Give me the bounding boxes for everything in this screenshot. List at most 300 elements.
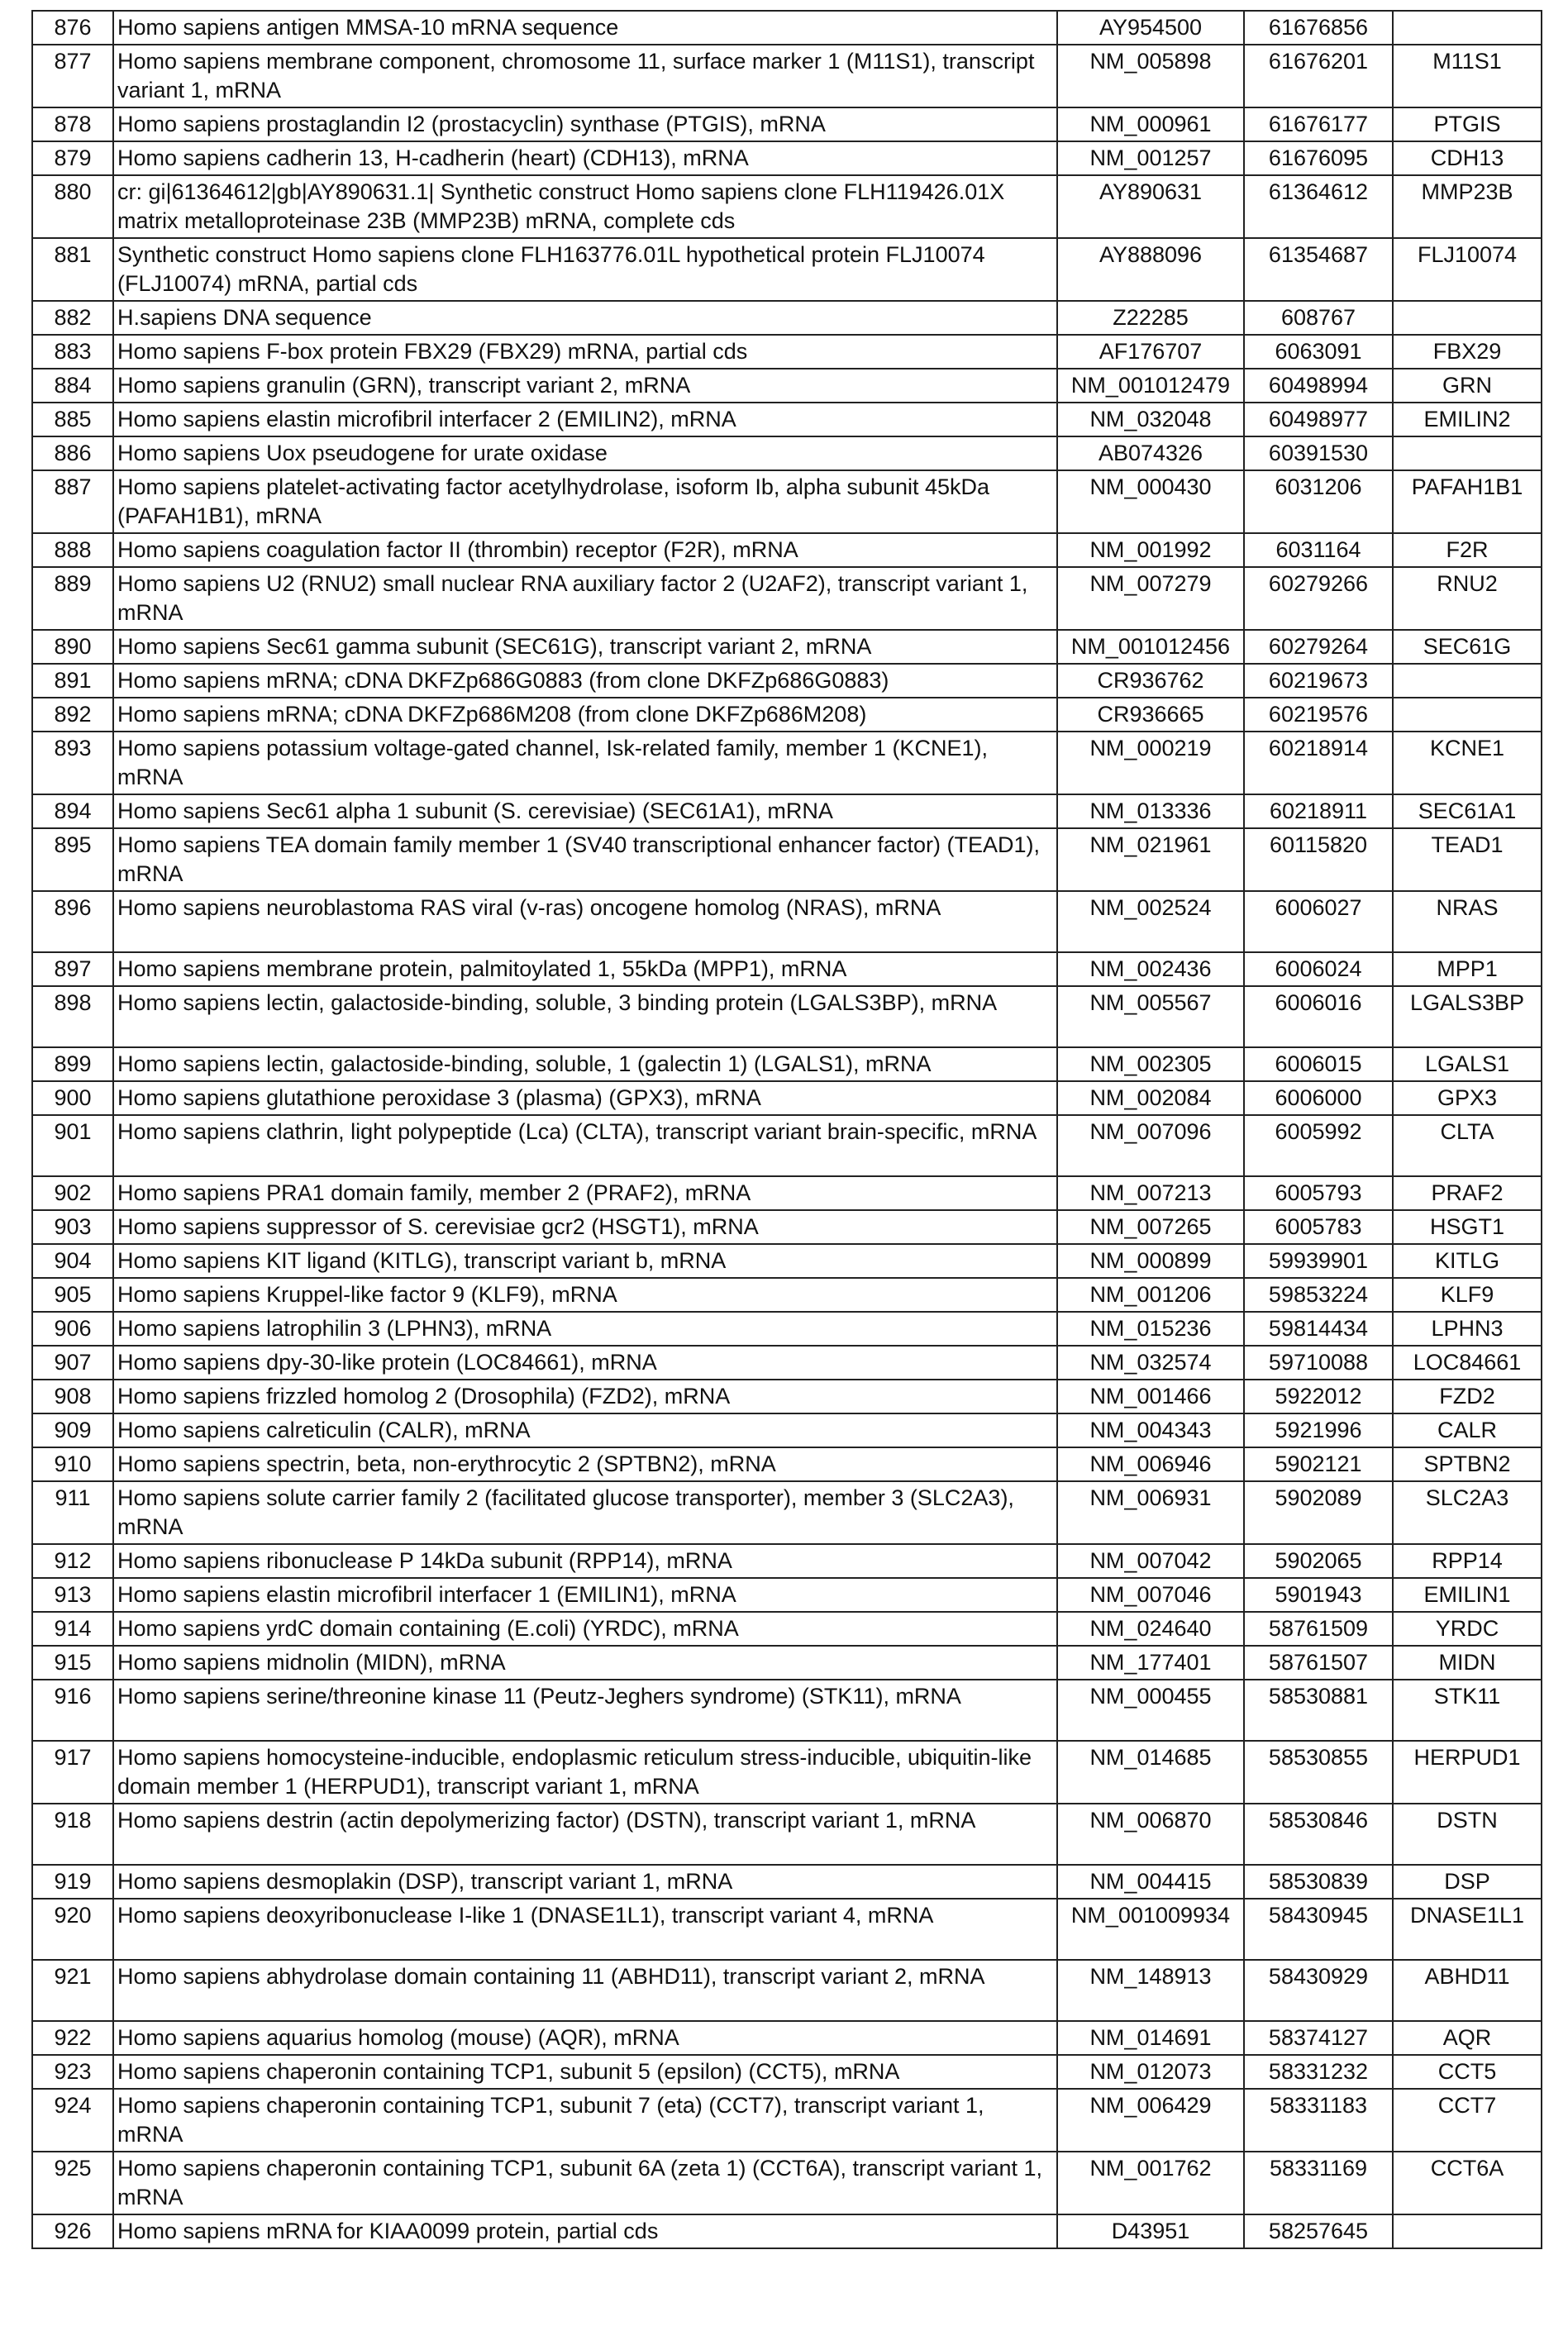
gene-symbol-cell: LGALS1: [1393, 1047, 1542, 1081]
accession-number-cell: NM_012073: [1057, 2055, 1244, 2089]
row-number-cell: 890: [32, 630, 113, 664]
gene-symbol-cell: CCT7: [1393, 2089, 1542, 2152]
gene-description-cell: Homo sapiens neuroblastoma RAS viral (v-ras) oncogene homolog (NRAS), mRNA: [113, 891, 1057, 952]
row-number-cell: 876: [32, 11, 113, 45]
table-row: [32, 238, 1542, 301]
gene-symbol-cell: GRN: [1393, 369, 1542, 403]
accession-number-cell: NM_007279: [1057, 567, 1244, 630]
gene-symbol-cell: CCT5: [1393, 2055, 1542, 2089]
row-number-cell: 893: [32, 732, 113, 794]
table-row: [32, 1312, 1542, 1346]
gi-number-cell: 60498977: [1244, 403, 1393, 436]
gene-table: [31, 10, 1542, 2249]
gi-number-cell: 6005783: [1244, 1210, 1393, 1244]
table-row: [32, 1047, 1542, 1081]
gene-description-cell: Homo sapiens glutathione peroxidase 3 (plasma) (GPX3), mRNA: [113, 1081, 1057, 1115]
row-number-cell: 902: [32, 1176, 113, 1210]
gi-number-cell: 60219576: [1244, 698, 1393, 732]
accession-number-cell: CR936762: [1057, 664, 1244, 698]
gene-description-cell: Homo sapiens mRNA; cDNA DKFZp686G0883 (from clone DKFZp686G0883): [113, 664, 1057, 698]
row-number-cell: 894: [32, 794, 113, 828]
gene-symbol-cell: KITLG: [1393, 1244, 1542, 1278]
row-number-cell: 883: [32, 335, 113, 369]
table-row: [32, 2152, 1542, 2214]
table-row: [32, 1646, 1542, 1680]
table-row: [32, 952, 1542, 986]
accession-number-cell: NM_007042: [1057, 1544, 1244, 1578]
row-number-cell: 888: [32, 533, 113, 567]
table-row: [32, 1612, 1542, 1646]
table-row: [32, 175, 1542, 238]
accession-number-cell: NM_007213: [1057, 1176, 1244, 1210]
gene-description-cell: Homo sapiens solute carrier family 2 (facilitated glucose transporter), member 3 (SLC2A3), mRNA: [113, 1481, 1057, 1544]
row-number-cell: 924: [32, 2089, 113, 2152]
row-number-cell: 925: [32, 2152, 113, 2214]
gene-symbol-cell: PAFAH1B1: [1393, 470, 1542, 533]
accession-number-cell: NM_177401: [1057, 1646, 1244, 1680]
row-number-cell: 912: [32, 1544, 113, 1578]
accession-number-cell: CR936665: [1057, 698, 1244, 732]
gene-description-cell: Homo sapiens spectrin, beta, non-erythrocytic 2 (SPTBN2), mRNA: [113, 1447, 1057, 1481]
table-row: [32, 732, 1542, 794]
table-row: [32, 301, 1542, 335]
table-row: [32, 1081, 1542, 1115]
row-number-cell: 884: [32, 369, 113, 403]
accession-number-cell: NM_000899: [1057, 1244, 1244, 1278]
accession-number-cell: NM_002524: [1057, 891, 1244, 952]
gi-number-cell: 5901943: [1244, 1578, 1393, 1612]
gene-description-cell: Homo sapiens chaperonin containing TCP1, subunit 6A (zeta 1) (CCT6A), transcript variant 1, mRNA: [113, 2152, 1057, 2214]
table-row: [32, 1680, 1542, 1741]
table-row: [32, 1413, 1542, 1447]
gene-description-cell: Homo sapiens calreticulin (CALR), mRNA: [113, 1413, 1057, 1447]
accession-number-cell: NM_032574: [1057, 1346, 1244, 1380]
accession-number-cell: AB074326: [1057, 436, 1244, 470]
gene-description-cell: Homo sapiens potassium voltage-gated channel, Isk-related family, member 1 (KCNE1), mRNA: [113, 732, 1057, 794]
gi-number-cell: 59814434: [1244, 1312, 1393, 1346]
gi-number-cell: 6006027: [1244, 891, 1393, 952]
gi-number-cell: 58331183: [1244, 2089, 1393, 2152]
accession-number-cell: NM_000219: [1057, 732, 1244, 794]
accession-number-cell: NM_005898: [1057, 45, 1244, 107]
gi-number-cell: 59853224: [1244, 1278, 1393, 1312]
row-number-cell: 898: [32, 986, 113, 1047]
gene-description-cell: Homo sapiens chaperonin containing TCP1, subunit 5 (epsilon) (CCT5), mRNA: [113, 2055, 1057, 2089]
row-number-cell: 910: [32, 1447, 113, 1481]
table-row: [32, 2089, 1542, 2152]
gene-description-cell: cr: gi|61364612|gb|AY890631.1| Synthetic construct Homo sapiens clone FLH119426.01X matrix metalloproteinase 23B (MMP23B) mRNA, complete cds: [113, 175, 1057, 238]
row-number-cell: 895: [32, 828, 113, 891]
gi-number-cell: 5902065: [1244, 1544, 1393, 1578]
table-row: [32, 794, 1542, 828]
row-number-cell: 921: [32, 1960, 113, 2021]
gene-symbol-cell: FZD2: [1393, 1380, 1542, 1413]
gene-symbol-cell: CDH13: [1393, 141, 1542, 175]
gene-description-cell: Homo sapiens lectin, galactoside-binding, soluble, 1 (galectin 1) (LGALS1), mRNA: [113, 1047, 1057, 1081]
gene-symbol-cell: LOC84661: [1393, 1346, 1542, 1380]
table-row: [32, 1741, 1542, 1804]
accession-number-cell: D43951: [1057, 2214, 1244, 2248]
gene-symbol-cell: [1393, 2214, 1542, 2248]
gi-number-cell: 58331169: [1244, 2152, 1393, 2214]
gene-description-cell: Homo sapiens granulin (GRN), transcript variant 2, mRNA: [113, 369, 1057, 403]
gene-description-cell: Homo sapiens Sec61 gamma subunit (SEC61G), transcript variant 2, mRNA: [113, 630, 1057, 664]
gene-symbol-cell: [1393, 436, 1542, 470]
table-row: [32, 1899, 1542, 1960]
table-row: [32, 2214, 1542, 2248]
table-row: [32, 1115, 1542, 1176]
table-row: [32, 1244, 1542, 1278]
gene-symbol-cell: CLTA: [1393, 1115, 1542, 1176]
gene-description-cell: Homo sapiens clathrin, light polypeptide (Lca) (CLTA), transcript variant brain-specific, mRNA: [113, 1115, 1057, 1176]
gene-description-cell: Homo sapiens prostaglandin I2 (prostacyclin) synthase (PTGIS), mRNA: [113, 107, 1057, 141]
row-number-cell: 886: [32, 436, 113, 470]
accession-number-cell: NM_014685: [1057, 1741, 1244, 1804]
gene-symbol-cell: SLC2A3: [1393, 1481, 1542, 1544]
gene-description-cell: Homo sapiens elastin microfibril interfacer 1 (EMILIN1), mRNA: [113, 1578, 1057, 1612]
row-number-cell: 897: [32, 952, 113, 986]
table-row: [32, 1380, 1542, 1413]
gene-description-cell: Homo sapiens suppressor of S. cerevisiae gcr2 (HSGT1), mRNA: [113, 1210, 1057, 1244]
gene-symbol-cell: F2R: [1393, 533, 1542, 567]
gi-number-cell: 5922012: [1244, 1380, 1393, 1413]
gi-number-cell: 6031164: [1244, 533, 1393, 567]
table-row: [32, 2021, 1542, 2055]
gi-number-cell: 58530846: [1244, 1804, 1393, 1865]
gene-description-cell: Homo sapiens TEA domain family member 1 (SV40 transcriptional enhancer factor) (TEAD1), mRNA: [113, 828, 1057, 891]
row-number-cell: 919: [32, 1865, 113, 1899]
gene-description-cell: Homo sapiens coagulation factor II (thrombin) receptor (F2R), mRNA: [113, 533, 1057, 567]
gene-description-cell: Homo sapiens U2 (RNU2) small nuclear RNA auxiliary factor 2 (U2AF2), transcript variant 1, mRNA: [113, 567, 1057, 630]
gene-symbol-cell: ABHD11: [1393, 1960, 1542, 2021]
gene-symbol-cell: [1393, 301, 1542, 335]
gene-description-cell: Homo sapiens mRNA for KIAA0099 protein, partial cds: [113, 2214, 1057, 2248]
accession-number-cell: NM_021961: [1057, 828, 1244, 891]
row-number-cell: 899: [32, 1047, 113, 1081]
gi-number-cell: 6006016: [1244, 986, 1393, 1047]
table-row: [32, 369, 1542, 403]
gi-number-cell: 5921996: [1244, 1413, 1393, 1447]
row-number-cell: 901: [32, 1115, 113, 1176]
row-number-cell: 881: [32, 238, 113, 301]
accession-number-cell: NM_006946: [1057, 1447, 1244, 1481]
gene-symbol-cell: [1393, 11, 1542, 45]
accession-number-cell: NM_005567: [1057, 986, 1244, 1047]
gene-symbol-cell: PTGIS: [1393, 107, 1542, 141]
gene-description-cell: Homo sapiens ribonuclease P 14kDa subunit (RPP14), mRNA: [113, 1544, 1057, 1578]
row-number-cell: 887: [32, 470, 113, 533]
table-row: [32, 2055, 1542, 2089]
gene-description-cell: Homo sapiens Kruppel-like factor 9 (KLF9), mRNA: [113, 1278, 1057, 1312]
gene-symbol-cell: HERPUD1: [1393, 1741, 1542, 1804]
gene-description-cell: Homo sapiens frizzled homolog 2 (Drosophila) (FZD2), mRNA: [113, 1380, 1057, 1413]
accession-number-cell: NM_000455: [1057, 1680, 1244, 1741]
gene-description-cell: Synthetic construct Homo sapiens clone FLH163776.01L hypothetical protein FLJ10074 (FLJ10074) mRNA, partial cds: [113, 238, 1057, 301]
gene-symbol-cell: SPTBN2: [1393, 1447, 1542, 1481]
row-number-cell: 879: [32, 141, 113, 175]
row-number-cell: 916: [32, 1680, 113, 1741]
gi-number-cell: 61364612: [1244, 175, 1393, 238]
table-row: [32, 1481, 1542, 1544]
gi-number-cell: 61676201: [1244, 45, 1393, 107]
gi-number-cell: 60391530: [1244, 436, 1393, 470]
row-number-cell: 922: [32, 2021, 113, 2055]
gi-number-cell: 58257645: [1244, 2214, 1393, 2248]
row-number-cell: 907: [32, 1346, 113, 1380]
row-number-cell: 891: [32, 664, 113, 698]
accession-number-cell: NM_148913: [1057, 1960, 1244, 2021]
gene-description-cell: H.sapiens DNA sequence: [113, 301, 1057, 335]
table-row: [32, 533, 1542, 567]
accession-number-cell: NM_024640: [1057, 1612, 1244, 1646]
gi-number-cell: 61676856: [1244, 11, 1393, 45]
gi-number-cell: 58530881: [1244, 1680, 1393, 1741]
accession-number-cell: NM_001009934: [1057, 1899, 1244, 1960]
gi-number-cell: 58761509: [1244, 1612, 1393, 1646]
row-number-cell: 917: [32, 1741, 113, 1804]
gene-description-cell: Homo sapiens membrane component, chromosome 11, surface marker 1 (M11S1), transcript variant 1, mRNA: [113, 45, 1057, 107]
row-number-cell: 878: [32, 107, 113, 141]
row-number-cell: 903: [32, 1210, 113, 1244]
gene-description-cell: Homo sapiens yrdC domain containing (E.coli) (YRDC), mRNA: [113, 1612, 1057, 1646]
table-row: [32, 141, 1542, 175]
gi-number-cell: 60218914: [1244, 732, 1393, 794]
row-number-cell: 905: [32, 1278, 113, 1312]
table-row: [32, 891, 1542, 952]
gi-number-cell: 61676177: [1244, 107, 1393, 141]
gi-number-cell: 6005992: [1244, 1115, 1393, 1176]
gene-description-cell: Homo sapiens mRNA; cDNA DKFZp686M208 (from clone DKFZp686M208): [113, 698, 1057, 732]
gi-number-cell: 6006024: [1244, 952, 1393, 986]
accession-number-cell: NM_004343: [1057, 1413, 1244, 1447]
row-number-cell: 920: [32, 1899, 113, 1960]
gi-number-cell: 58761507: [1244, 1646, 1393, 1680]
accession-number-cell: NM_014691: [1057, 2021, 1244, 2055]
gene-symbol-cell: [1393, 664, 1542, 698]
gi-number-cell: 5902089: [1244, 1481, 1393, 1544]
gene-symbol-cell: DSP: [1393, 1865, 1542, 1899]
gene-symbol-cell: MMP23B: [1393, 175, 1542, 238]
gi-number-cell: 60279264: [1244, 630, 1393, 664]
gene-description-cell: Homo sapiens lectin, galactoside-binding, soluble, 3 binding protein (LGALS3BP), mRNA: [113, 986, 1057, 1047]
gene-symbol-cell: RNU2: [1393, 567, 1542, 630]
row-number-cell: 908: [32, 1380, 113, 1413]
table-row: [32, 1447, 1542, 1481]
table-row: [32, 1544, 1542, 1578]
row-number-cell: 892: [32, 698, 113, 732]
gi-number-cell: 5902121: [1244, 1447, 1393, 1481]
gene-symbol-cell: MPP1: [1393, 952, 1542, 986]
table-row: [32, 1210, 1542, 1244]
gene-symbol-cell: SEC61G: [1393, 630, 1542, 664]
gene-description-cell: Homo sapiens destrin (actin depolymerizing factor) (DSTN), transcript variant 1, mRNA: [113, 1804, 1057, 1865]
accession-number-cell: AY888096: [1057, 238, 1244, 301]
table-row: [32, 1804, 1542, 1865]
row-number-cell: 904: [32, 1244, 113, 1278]
gi-number-cell: 58430929: [1244, 1960, 1393, 2021]
document-page: [31, 10, 1541, 2249]
accession-number-cell: NM_007096: [1057, 1115, 1244, 1176]
accession-number-cell: NM_001992: [1057, 533, 1244, 567]
accession-number-cell: NM_000961: [1057, 107, 1244, 141]
row-number-cell: 896: [32, 891, 113, 952]
gene-symbol-cell: DNASE1L1: [1393, 1899, 1542, 1960]
gene-description-cell: Homo sapiens desmoplakin (DSP), transcript variant 1, mRNA: [113, 1865, 1057, 1899]
accession-number-cell: NM_001762: [1057, 2152, 1244, 2214]
table-row: [32, 1278, 1542, 1312]
gi-number-cell: 61676095: [1244, 141, 1393, 175]
row-number-cell: 882: [32, 301, 113, 335]
gene-symbol-cell: FLJ10074: [1393, 238, 1542, 301]
gene-description-cell: Homo sapiens deoxyribonuclease I-like 1 (DNASE1L1), transcript variant 4, mRNA: [113, 1899, 1057, 1960]
accession-number-cell: NM_002084: [1057, 1081, 1244, 1115]
gi-number-cell: 60115820: [1244, 828, 1393, 891]
gene-symbol-cell: KCNE1: [1393, 732, 1542, 794]
table-row: [32, 1578, 1542, 1612]
gene-symbol-cell: EMILIN1: [1393, 1578, 1542, 1612]
accession-number-cell: NM_001012479: [1057, 369, 1244, 403]
accession-number-cell: NM_007046: [1057, 1578, 1244, 1612]
gene-description-cell: Homo sapiens PRA1 domain family, member 2 (PRAF2), mRNA: [113, 1176, 1057, 1210]
gene-symbol-cell: M11S1: [1393, 45, 1542, 107]
gene-description-cell: Homo sapiens KIT ligand (KITLG), transcript variant b, mRNA: [113, 1244, 1057, 1278]
accession-number-cell: NM_001257: [1057, 141, 1244, 175]
row-number-cell: 885: [32, 403, 113, 436]
gene-description-cell: Homo sapiens aquarius homolog (mouse) (AQR), mRNA: [113, 2021, 1057, 2055]
table-row: [32, 1176, 1542, 1210]
gene-symbol-cell: AQR: [1393, 2021, 1542, 2055]
accession-number-cell: AY954500: [1057, 11, 1244, 45]
gene-description-cell: Homo sapiens F-box protein FBX29 (FBX29) mRNA, partial cds: [113, 335, 1057, 369]
table-row: [32, 1960, 1542, 2021]
gi-number-cell: 58331232: [1244, 2055, 1393, 2089]
gene-symbol-cell: PRAF2: [1393, 1176, 1542, 1210]
gene-symbol-cell: STK11: [1393, 1680, 1542, 1741]
gene-symbol-cell: GPX3: [1393, 1081, 1542, 1115]
table-row: [32, 11, 1542, 45]
gene-description-cell: Homo sapiens homocysteine-inducible, endoplasmic reticulum stress-inducible, ubiquitin-like domain member 1 (HERPUD1), transcript variant 1, mRNA: [113, 1741, 1057, 1804]
accession-number-cell: NM_001012456: [1057, 630, 1244, 664]
gene-symbol-cell: LGALS3BP: [1393, 986, 1542, 1047]
row-number-cell: 909: [32, 1413, 113, 1447]
gene-symbol-cell: HSGT1: [1393, 1210, 1542, 1244]
gene-symbol-cell: RPP14: [1393, 1544, 1542, 1578]
table-row: [32, 698, 1542, 732]
gene-symbol-cell: LPHN3: [1393, 1312, 1542, 1346]
gene-description-cell: Homo sapiens midnolin (MIDN), mRNA: [113, 1646, 1057, 1680]
gene-description-cell: Homo sapiens platelet-activating factor acetylhydrolase, isoform Ib, alpha subunit 45kDa (PAFAH1B1), mRNA: [113, 470, 1057, 533]
gi-number-cell: 58430945: [1244, 1899, 1393, 1960]
accession-number-cell: NM_015236: [1057, 1312, 1244, 1346]
accession-number-cell: NM_004415: [1057, 1865, 1244, 1899]
gi-number-cell: 6006015: [1244, 1047, 1393, 1081]
gi-number-cell: 59710088: [1244, 1346, 1393, 1380]
gene-description-cell: Homo sapiens Uox pseudogene for urate oxidase: [113, 436, 1057, 470]
gi-number-cell: 59939901: [1244, 1244, 1393, 1278]
table-row: [32, 1865, 1542, 1899]
gi-number-cell: 61354687: [1244, 238, 1393, 301]
gene-description-cell: Homo sapiens membrane protein, palmitoylated 1, 55kDa (MPP1), mRNA: [113, 952, 1057, 986]
accession-number-cell: NM_006931: [1057, 1481, 1244, 1544]
row-number-cell: 926: [32, 2214, 113, 2248]
gene-description-cell: Homo sapiens cadherin 13, H-cadherin (heart) (CDH13), mRNA: [113, 141, 1057, 175]
row-number-cell: 914: [32, 1612, 113, 1646]
accession-number-cell: NM_000430: [1057, 470, 1244, 533]
gi-number-cell: 58374127: [1244, 2021, 1393, 2055]
gi-number-cell: 60498994: [1244, 369, 1393, 403]
accession-number-cell: NM_002305: [1057, 1047, 1244, 1081]
gi-number-cell: 60279266: [1244, 567, 1393, 630]
table-row: [32, 828, 1542, 891]
gene-description-cell: Homo sapiens Sec61 alpha 1 subunit (S. cerevisiae) (SEC61A1), mRNA: [113, 794, 1057, 828]
accession-number-cell: Z22285: [1057, 301, 1244, 335]
table-row: [32, 986, 1542, 1047]
gi-number-cell: 608767: [1244, 301, 1393, 335]
table-row: [32, 45, 1542, 107]
gene-description-cell: Homo sapiens abhydrolase domain containing 11 (ABHD11), transcript variant 2, mRNA: [113, 1960, 1057, 2021]
gi-number-cell: 58530839: [1244, 1865, 1393, 1899]
gene-symbol-cell: SEC61A1: [1393, 794, 1542, 828]
gene-symbol-cell: YRDC: [1393, 1612, 1542, 1646]
gene-description-cell: Homo sapiens serine/threonine kinase 11 (Peutz-Jeghers syndrome) (STK11), mRNA: [113, 1680, 1057, 1741]
gene-symbol-cell: EMILIN2: [1393, 403, 1542, 436]
table-row: [32, 664, 1542, 698]
accession-number-cell: AF176707: [1057, 335, 1244, 369]
gene-symbol-cell: [1393, 698, 1542, 732]
gi-number-cell: 6031206: [1244, 470, 1393, 533]
accession-number-cell: NM_006429: [1057, 2089, 1244, 2152]
row-number-cell: 877: [32, 45, 113, 107]
gi-number-cell: 60218911: [1244, 794, 1393, 828]
gi-number-cell: 6006000: [1244, 1081, 1393, 1115]
row-number-cell: 923: [32, 2055, 113, 2089]
row-number-cell: 900: [32, 1081, 113, 1115]
gene-description-cell: Homo sapiens dpy-30-like protein (LOC84661), mRNA: [113, 1346, 1057, 1380]
accession-number-cell: NM_002436: [1057, 952, 1244, 986]
gene-description-cell: Homo sapiens antigen MMSA-10 mRNA sequence: [113, 11, 1057, 45]
gene-description-cell: Homo sapiens elastin microfibril interfacer 2 (EMILIN2), mRNA: [113, 403, 1057, 436]
gi-number-cell: 6063091: [1244, 335, 1393, 369]
gene-description-cell: Homo sapiens latrophilin 3 (LPHN3), mRNA: [113, 1312, 1057, 1346]
gene-symbol-cell: DSTN: [1393, 1804, 1542, 1865]
gene-symbol-cell: CCT6A: [1393, 2152, 1542, 2214]
row-number-cell: 913: [32, 1578, 113, 1612]
table-row: [32, 470, 1542, 533]
gene-symbol-cell: NRAS: [1393, 891, 1542, 952]
row-number-cell: 880: [32, 175, 113, 238]
table-row: [32, 567, 1542, 630]
accession-number-cell: NM_032048: [1057, 403, 1244, 436]
table-row: [32, 630, 1542, 664]
gene-symbol-cell: KLF9: [1393, 1278, 1542, 1312]
gene-symbol-cell: CALR: [1393, 1413, 1542, 1447]
table-row: [32, 335, 1542, 369]
row-number-cell: 911: [32, 1481, 113, 1544]
gene-table-body: [32, 11, 1542, 2248]
row-number-cell: 889: [32, 567, 113, 630]
gene-symbol-cell: MIDN: [1393, 1646, 1542, 1680]
table-row: [32, 107, 1542, 141]
accession-number-cell: NM_007265: [1057, 1210, 1244, 1244]
gene-symbol-cell: TEAD1: [1393, 828, 1542, 891]
row-number-cell: 915: [32, 1646, 113, 1680]
row-number-cell: 906: [32, 1312, 113, 1346]
accession-number-cell: NM_006870: [1057, 1804, 1244, 1865]
accession-number-cell: NM_013336: [1057, 794, 1244, 828]
gi-number-cell: 60219673: [1244, 664, 1393, 698]
gene-description-cell: Homo sapiens chaperonin containing TCP1, subunit 7 (eta) (CCT7), transcript variant 1, mRNA: [113, 2089, 1057, 2152]
row-number-cell: 918: [32, 1804, 113, 1865]
